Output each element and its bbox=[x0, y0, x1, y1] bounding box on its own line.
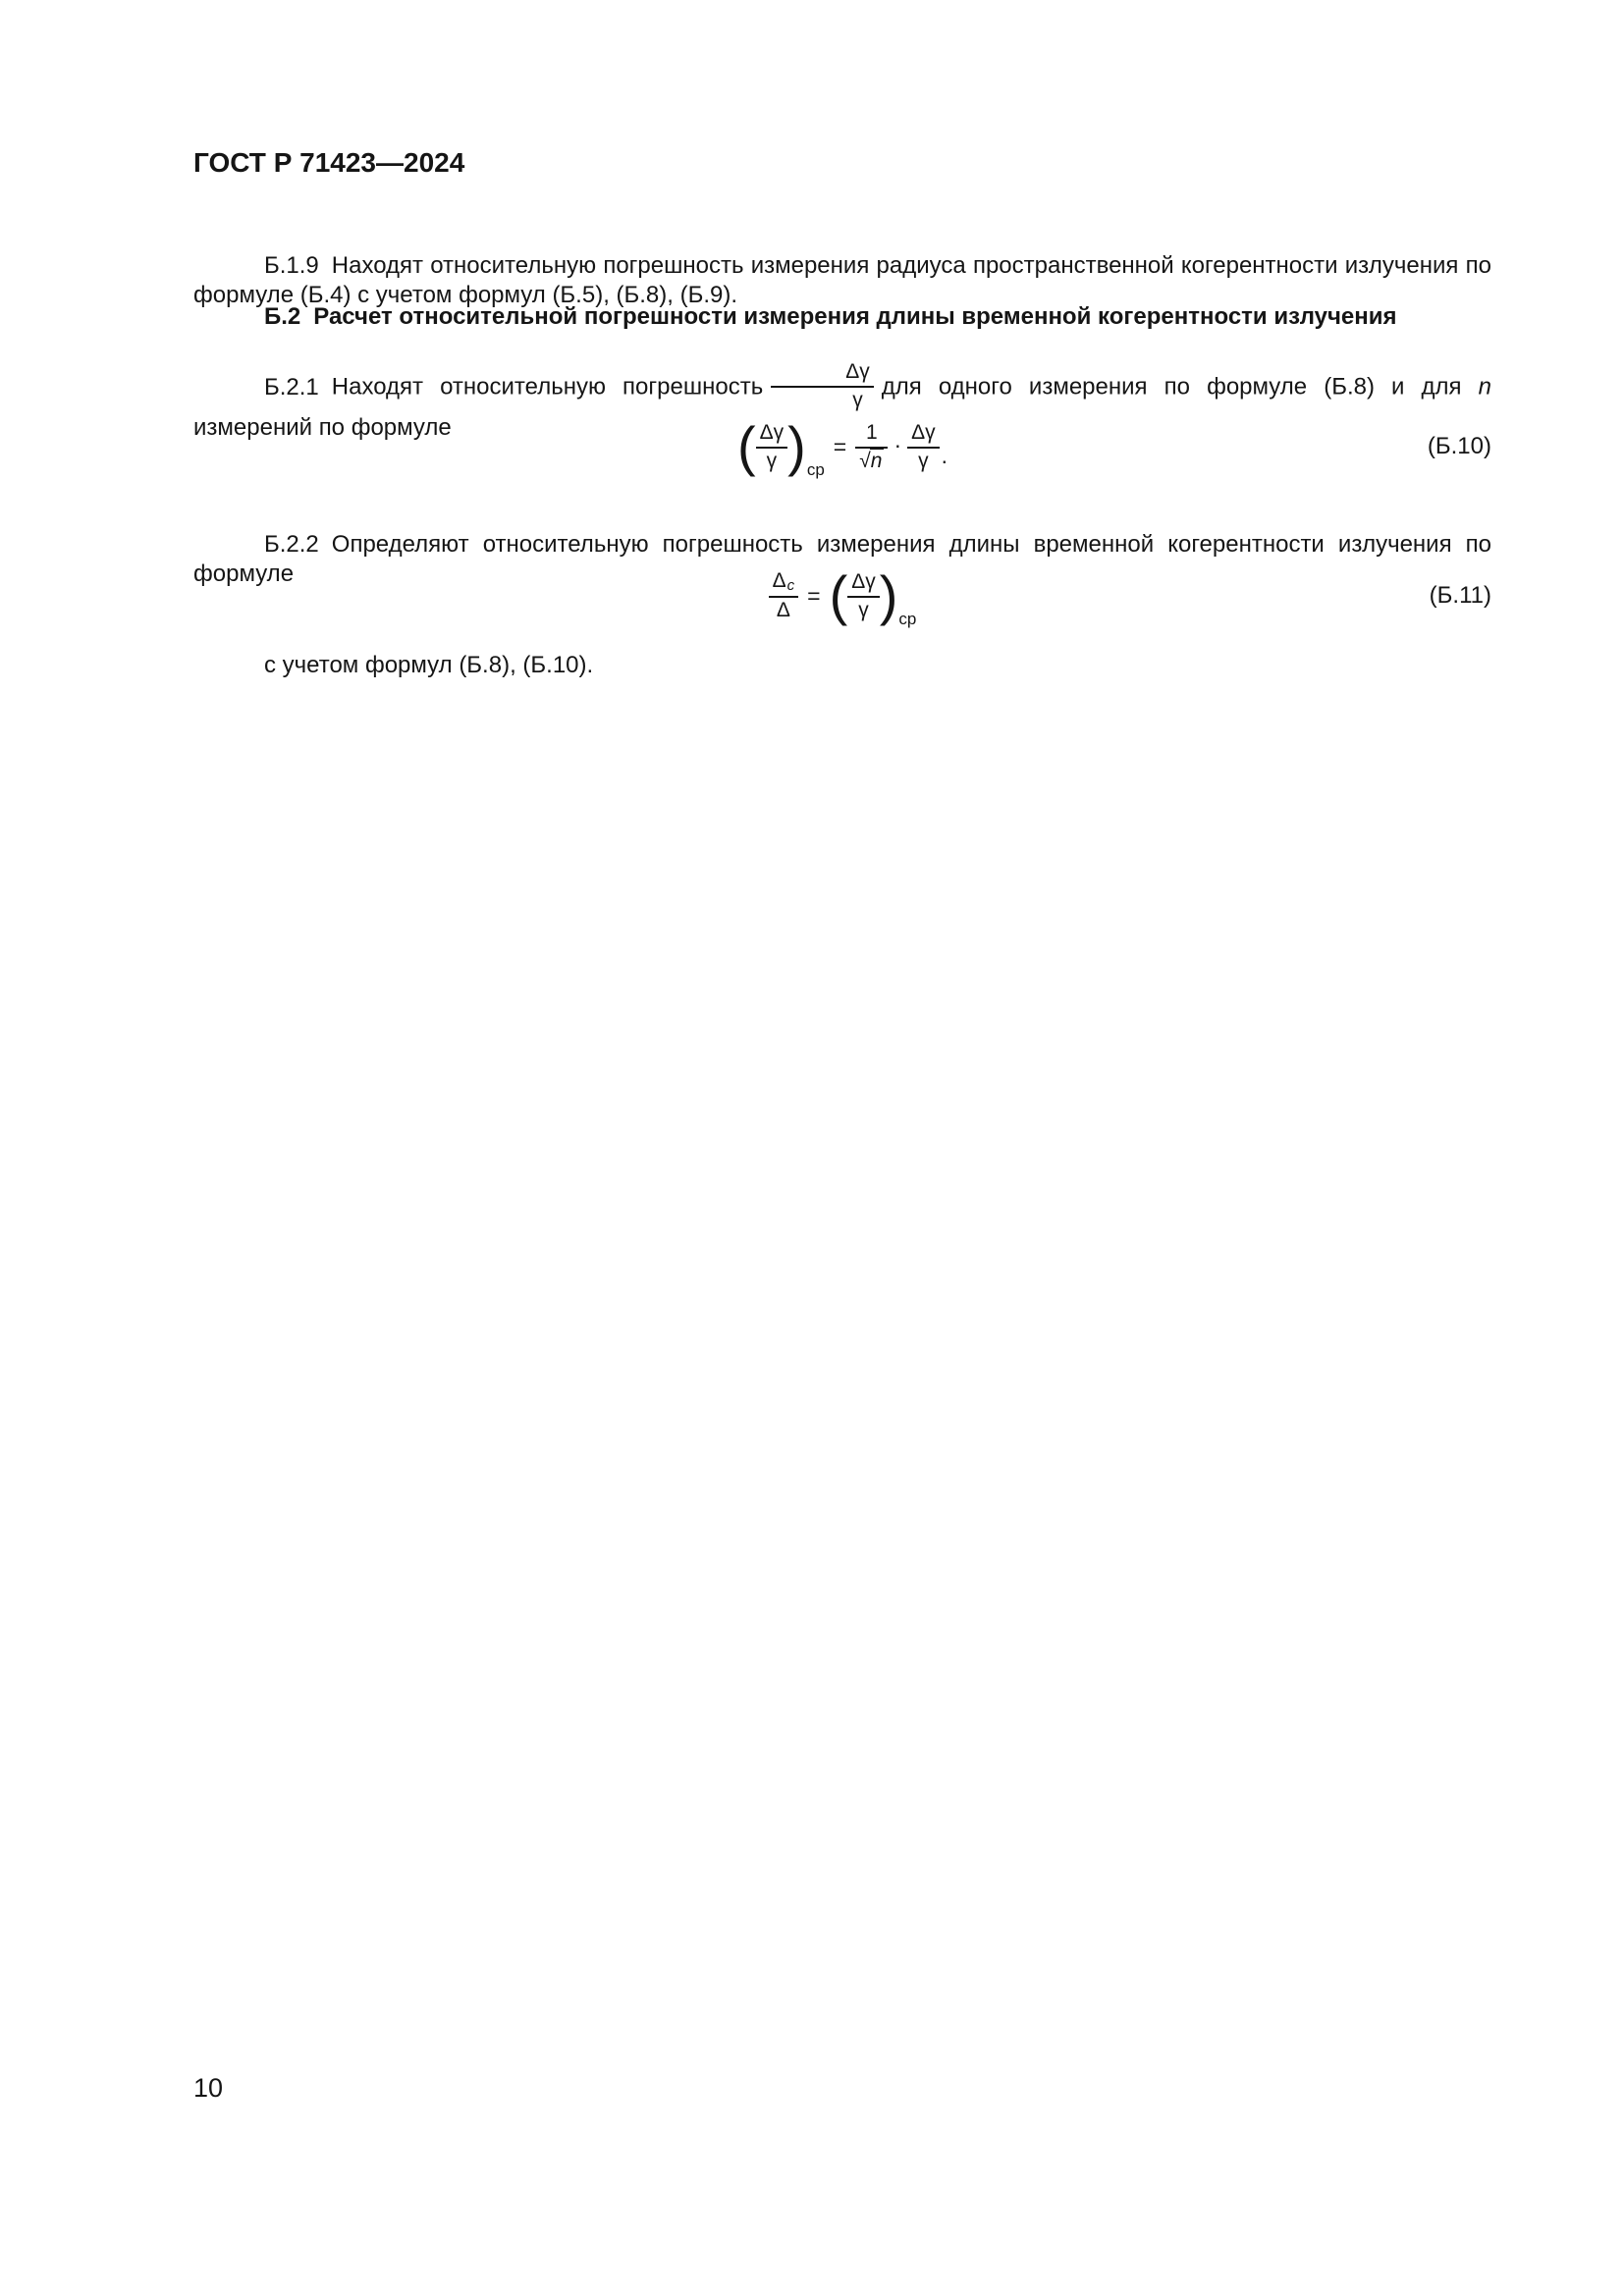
formula-b10-multiplication-dot: · bbox=[893, 431, 902, 457]
formula-b11-number: (Б.11) bbox=[1429, 582, 1491, 609]
formula-b11-rhs-denominator: γ bbox=[858, 598, 869, 621]
paragraph-b22-text: Определяют относительную погрешность измерения длины временной когерентности излучения по формуле bbox=[193, 531, 1491, 587]
formula-b10-lhs-denominator: γ bbox=[766, 449, 778, 472]
page-number: 10 bbox=[193, 2073, 224, 2103]
paragraph-b21-text-before: Находят относительную погрешность bbox=[331, 373, 764, 400]
formula-b10-equals-sign: = bbox=[833, 433, 847, 459]
formula-b11-lhs-denominator: Δ bbox=[776, 599, 790, 622]
formula-b11-close-paren: ) bbox=[879, 564, 898, 626]
formula-b10-number: (Б.10) bbox=[1427, 433, 1491, 459]
paragraph-b19 bbox=[193, 251, 1491, 309]
formula-b10-rhs-fraction bbox=[907, 421, 940, 472]
formula-b11 bbox=[193, 561, 1491, 630]
inline-fraction-dgamma-gamma bbox=[771, 360, 874, 411]
formula-b11-lhs-numerator bbox=[769, 569, 799, 598]
section-heading-b2-label: Б.2 bbox=[264, 303, 301, 330]
inline-fraction-numerator: Δγ bbox=[771, 360, 874, 388]
formula-b10-one: 1 bbox=[855, 421, 888, 449]
paragraph-b21-text-after: измерений по формуле bbox=[193, 414, 452, 442]
formula-b10-open-paren: ( bbox=[736, 415, 756, 477]
formula-b10-sqrt-fraction bbox=[855, 421, 888, 472]
formula-b10-rhs-denominator: γ bbox=[918, 449, 929, 472]
formula-b10-close-paren: ) bbox=[787, 415, 806, 477]
paragraph-b21-label: Б.2.1 bbox=[264, 373, 319, 400]
formula-b11-open-paren: ( bbox=[829, 564, 848, 626]
formula-b11-lhs-fraction bbox=[769, 569, 799, 622]
formula-b11-rhs-numerator: Δγ bbox=[847, 570, 880, 598]
formula-b10-sqrt-n bbox=[855, 449, 888, 473]
formula-b10-radicand: n bbox=[870, 449, 883, 472]
formula-b11-delta-base: Δ bbox=[772, 569, 786, 593]
formula-b10-lhs-numerator: Δγ bbox=[756, 421, 788, 449]
formula-b10-subscript-sr: ср bbox=[806, 460, 825, 479]
formula-b10-period: . bbox=[941, 442, 948, 468]
formula-b10-rhs-numerator: Δγ bbox=[907, 421, 940, 449]
paragraph-b19-label: Б.1.9 bbox=[264, 252, 319, 279]
closing-line: с учетом формул (Б.8), (Б.10). bbox=[264, 652, 594, 678]
formula-b10-lhs-fraction bbox=[756, 421, 788, 472]
formula-b11-subscript-sr: ср bbox=[898, 610, 917, 628]
radical-sign-icon: √ bbox=[859, 449, 871, 472]
formula-b11-rhs-fraction bbox=[847, 570, 880, 621]
formula-b11-equals-sign: = bbox=[807, 582, 821, 609]
document-header: ГОСТ Р 71423—2024 bbox=[193, 147, 465, 178]
page-content bbox=[193, 0, 1491, 2296]
formula-b10 bbox=[193, 412, 1491, 481]
variable-n: n bbox=[1478, 373, 1492, 400]
formula-b11-delta-subscript: с bbox=[786, 577, 795, 595]
section-heading-b2 bbox=[264, 302, 1397, 331]
section-heading-b2-title: Расчет относительной погрешности измерения длины временной когерентности излучения bbox=[313, 303, 1397, 330]
inline-fraction-denominator: γ bbox=[852, 388, 863, 411]
paragraph-b19-text: Находят относительную погрешность измерения радиуса пространственной когерентности излучения по формуле (Б.4) с учетом формул (Б.5), (Б.8), (Б.9). bbox=[193, 252, 1491, 308]
paragraph-b22-label: Б.2.2 bbox=[264, 531, 319, 558]
paragraph-b21-text-mid: для одного измерения по формуле (Б.8) и для bbox=[881, 373, 1462, 400]
